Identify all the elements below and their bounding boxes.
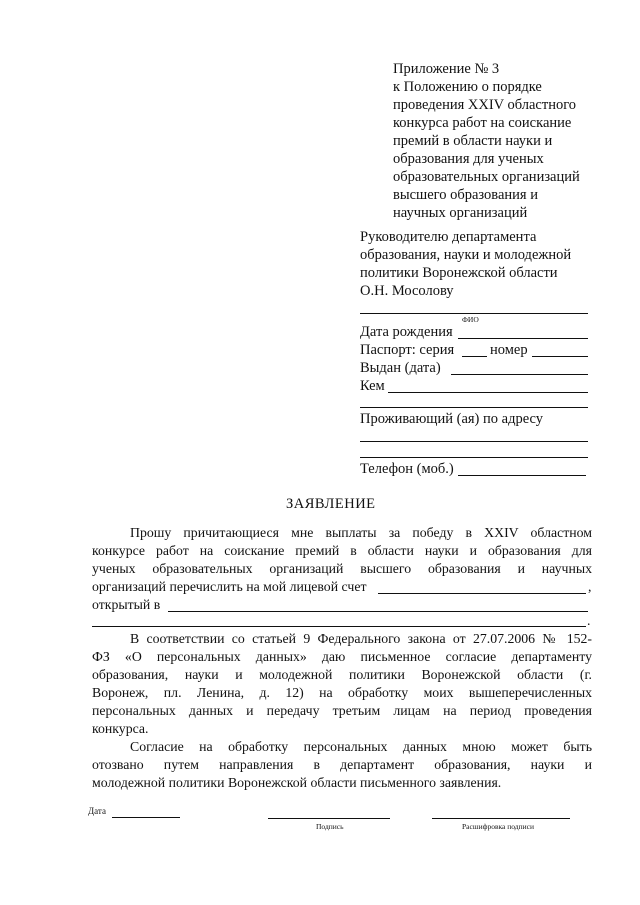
appendix-line: высшего образования и: [393, 187, 538, 203]
bank-field-2[interactable]: [92, 626, 586, 627]
fio-caption: ФИО: [462, 315, 479, 324]
passport-number-label: номер: [490, 342, 528, 358]
appendix-line: проведения XXIV областного: [393, 97, 577, 113]
signature-caption: Подпись: [316, 822, 344, 831]
passport-series-field[interactable]: [462, 356, 487, 357]
birth-date-row: [360, 323, 453, 341]
appendix-block: [393, 60, 580, 222]
request-line: ученых образовательных организаций высшего образования и научных: [92, 561, 592, 576]
account-number-field[interactable]: [378, 593, 586, 594]
signature-decode-field[interactable]: [432, 818, 570, 819]
issued-by-field-2[interactable]: [360, 407, 588, 408]
consent-paragraph: [92, 630, 592, 738]
fio-field-line[interactable]: [360, 313, 588, 314]
bank-field-1[interactable]: [168, 611, 588, 612]
issued-by-label: Кем: [360, 378, 385, 394]
request-line: организаций перечислить на мой лицевой счет: [92, 579, 367, 594]
birth-date-field[interactable]: [458, 338, 588, 339]
request-line: Прошу причитающиеся мне выплаты за победу в XXIV областном: [130, 525, 592, 540]
address-label: Проживающий (ая) по адресу: [360, 411, 543, 427]
appendix-line: конкурса работ на соискание: [393, 115, 572, 131]
date-field[interactable]: [112, 817, 180, 818]
request-line: конкурсе работ на соискание премий в области науки и образования для: [92, 543, 592, 558]
issued-by-row: [360, 377, 385, 395]
passport-series-label: Паспорт: серия: [360, 342, 455, 358]
bank-dot: .: [587, 613, 591, 628]
addressee-line: политики Воронежской области: [360, 265, 558, 281]
address-field-1[interactable]: [360, 441, 588, 442]
consent-line: образования, науки и молодежной политики Воронежской области (г.: [92, 667, 592, 682]
passport-number-field[interactable]: [532, 356, 588, 357]
revoke-paragraph: [92, 738, 592, 792]
revoke-line: Согласие на обработку персональных данных мною может быть: [130, 739, 592, 754]
address-field-2[interactable]: [360, 457, 588, 458]
account-comma: ,: [588, 579, 592, 594]
appendix-line: образования для ученых: [393, 151, 544, 167]
opened-in-row: [92, 596, 160, 614]
opened-in-label: открытый в: [92, 597, 161, 612]
appendix-line: премий в области науки и: [393, 133, 553, 149]
revoke-line: молодежной политики Воронежской области письменного заявления.: [92, 775, 502, 790]
appendix-line: образовательных организаций: [393, 169, 580, 185]
issued-date-label: Выдан (дата): [360, 360, 441, 376]
address-row: [360, 410, 543, 428]
issued-row: [360, 359, 441, 377]
phone-row: [360, 460, 454, 478]
request-paragraph: [92, 524, 592, 596]
issued-date-field[interactable]: [451, 374, 588, 375]
revoke-line: отозвано путем направления в департамент образования, науки и: [92, 757, 592, 772]
appendix-line: научных организаций: [393, 205, 528, 221]
addressee-line: О.Н. Мосолову: [360, 283, 454, 299]
birth-date-label: Дата рождения: [360, 324, 453, 340]
signature-decode-caption: Расшифровка подписи: [462, 822, 534, 831]
appendix-line: Приложение № 3: [393, 61, 500, 77]
consent-line: ФЗ «О персональных данных» даю письменное согласие департаменту: [92, 649, 592, 664]
addressee-line: образования, науки и молодежной: [360, 247, 572, 263]
consent-line: Воронеж, пл. Ленина, д. 12) на обработку моих вышеперечисленных: [92, 685, 592, 700]
consent-line: В соответствии со статьей 9 Федерального закона от 27.07.2006 № 152-: [130, 631, 592, 646]
phone-label: Телефон (моб.): [360, 461, 454, 477]
phone-field[interactable]: [458, 475, 586, 476]
addressee-line: Руководителю департамента: [360, 229, 537, 245]
date-label: Дата: [88, 806, 106, 816]
issued-by-field[interactable]: [388, 392, 588, 393]
consent-line: персональных данных и передачу третьим лицам на период проведения: [92, 703, 592, 718]
document-title: ЗАЯВЛЕНИЕ: [286, 496, 376, 512]
addressee-block: [360, 228, 571, 300]
signature-field[interactable]: [268, 818, 390, 819]
appendix-line: к Положению о порядке: [393, 79, 542, 95]
consent-line: конкурса.: [92, 721, 149, 736]
passport-row: [360, 341, 454, 359]
